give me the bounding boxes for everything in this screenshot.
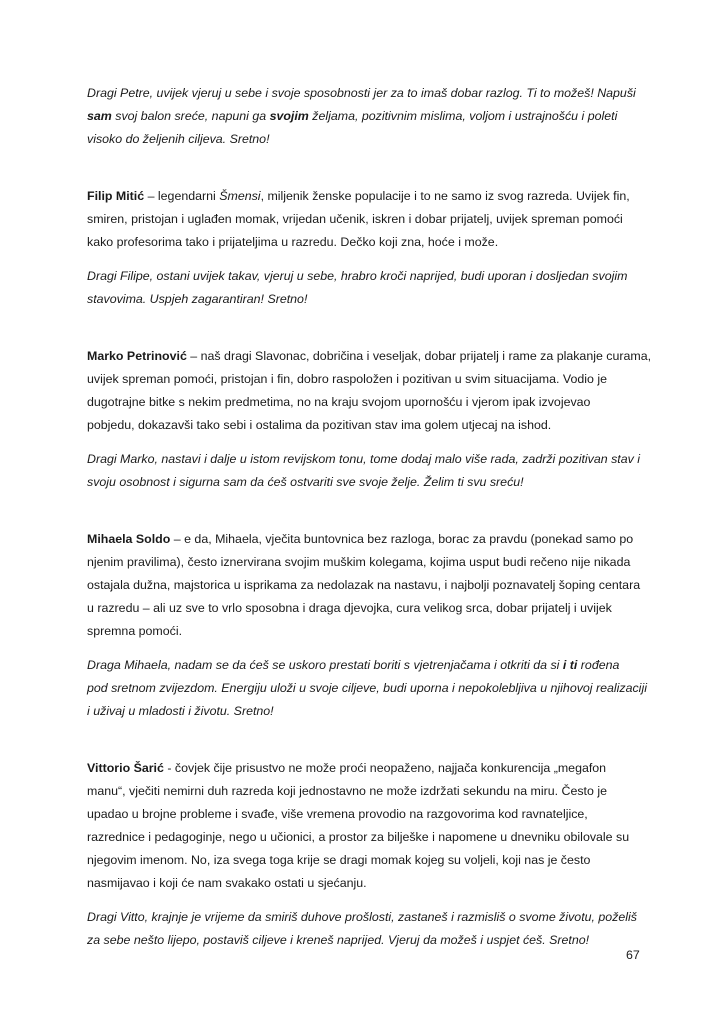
entry-name: Vittorio Šarić xyxy=(87,761,164,775)
entry-filip-wish: Dragi Filipe, ostani uvijek takav, vjeruj u sebe, hrabro kroči naprijed, budi uporan i dosljedan svojim stavovima. Uspjeh zagarantiran! Sretno! xyxy=(87,269,628,306)
entry-name: Filip Mitić xyxy=(87,189,145,203)
entry-mihaela-wish: Draga Mihaela, nadam se da ćeš se uskoro prestati boriti s vjetrenjačama i otkriti da si i ti rođena pod sretnom zvijezdom. Energiju uloži u svoje ciljeve, budi uporna i nepokolebljiva u njihovoj realizaciji i uživaj u mladosti i životu. Sretno! xyxy=(87,658,647,718)
entry-mihaela-description: Mihaela Soldo – e da, Mihaela, vječita buntovnica bez razloga, borac za pravdu (ponekad samo po njenim pravilima), često iznervirana svojim muškim kolegama, kojima usput budi rečeno nije nikada ostajala dužna, majstorica u isprikama za nedolazak na nastavu, i najbolji poznavatelj šoping centara u razredu – ali uz sve to vrlo sposobna i draga djevojka, cura velikog srca, dobar prijatelj i uvijek spremna pomoći. xyxy=(87,532,641,638)
intro-wish-paragraph: Dragi Petre, uvijek vjeruj u sebe i svoje sposobnosti jer za to imaš dobar razlog. Ti to možeš! Napuši sam svoj balon sreće, napuni ga svojim željama, pozitivnim mislima, voljom i ustrajnošću i poleti visoko do željenih ciljeva. Sretno! xyxy=(87,86,636,146)
page-number: 67 xyxy=(626,948,640,962)
document-page xyxy=(87,82,652,952)
entry-name: Mihaela Soldo xyxy=(87,532,171,546)
entry-vittorio-wish: Dragi Vitto, krajnje je vrijeme da smiriš duhove prošlosti, zastaneš i razmisliš o svome životu, poželiš za sebe nešto lijepo, postaviš ciljeve i kreneš naprijed. Vjeruj da možeš i uspjet ćeš. Sretno! xyxy=(87,910,637,947)
entry-marko-description: Marko Petrinović – naš dragi Slavonac, dobričina i veseljak, dobar prijatelj i rame za plakanje curama, uvijek spreman pomoći, pristojan i fin, dobro raspoložen i pozitivan u svim situacijama. Vodio je dugotrajne bitke s nekim predmetima, no na kraju svojom upornošću i vjerom ipak izvojevao pobjedu, dokazavši tako sebi i ostalima da pozitivan stav ima golem utjecaj na ishod. xyxy=(87,349,652,432)
entry-marko-wish: Dragi Marko, nastavi i dalje u istom revijskom tonu, tome dodaj malo više rada, zadrži pozitivan stav i svoju osobnost i sigurna sam da ćeš ostvariti sve svoje želje. Želim ti svu sreću! xyxy=(87,452,640,489)
entry-vittorio-description: Vittorio Šarić - čovjek čije prisustvo ne može proći neopaženo, najjača konkurencija „megafon manu“, vječiti nemirni duh razreda koji jednostavno ne može izdržati sekundu na miru. Često je upadao u brojne probleme i svađe, više vremena provodio na razgovorima kod ravnateljice, razrednice i pedagoginje, nego u učionici, a prostor za bilješke i napomene u dnevniku obilovale su njegovim imenom. No, iza svega toga krije se dragi momak kojeg su voljeli, koji nas je često nasmijavao i koji će nam svakako ostati u sjećanju. xyxy=(87,761,630,890)
entry-filip-description: Filip Mitić – legendarni Šmensi, miljenik ženske populacije i to ne samo iz svog razreda. Uvijek fin, smiren, pristojan i uglađen momak, vrijedan učenik, iskren i dobar prijatelj, uvijek spreman pomoći kako profesorima tako i prijateljima u razredu. Dečko koji zna, hoće i može. xyxy=(87,189,630,249)
entry-name: Marko Petrinović xyxy=(87,349,187,363)
